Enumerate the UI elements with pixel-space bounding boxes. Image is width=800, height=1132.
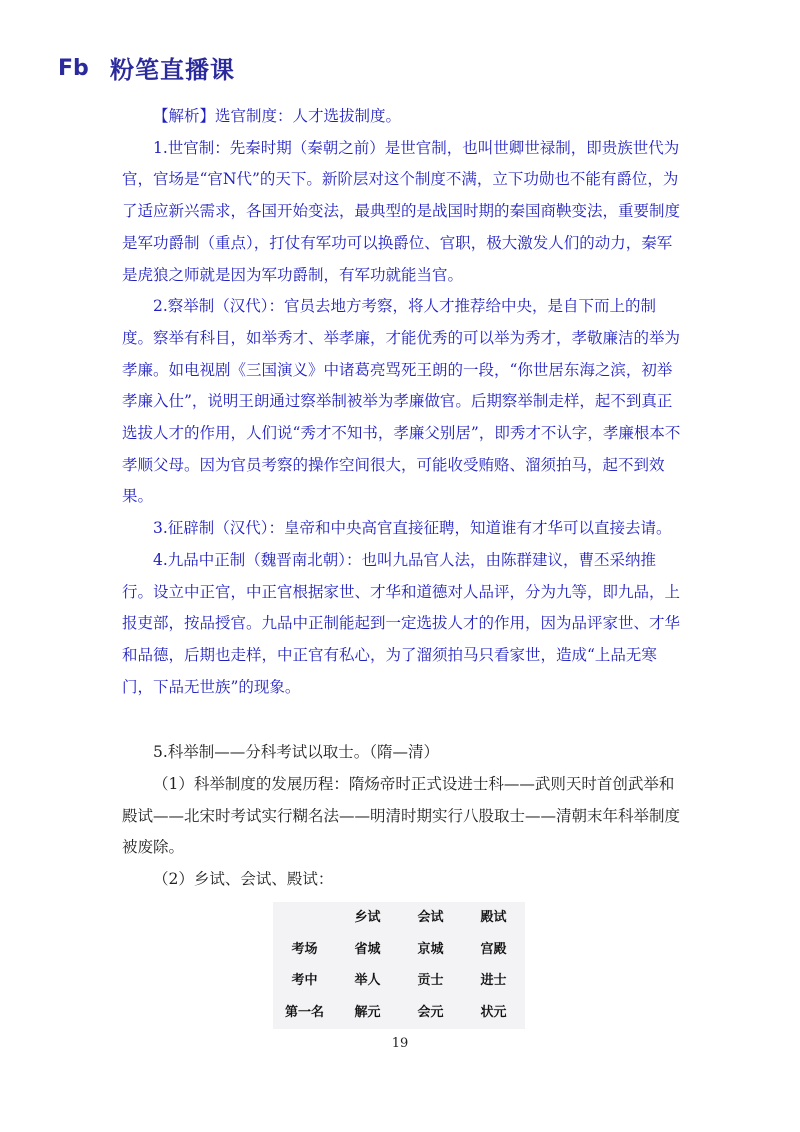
table-cell: 进士 — [480, 973, 507, 989]
brand-name: 粉笔直播课 — [110, 55, 235, 84]
keju-title: 5.科举制——分科考试以取士。（隋—清） — [153, 743, 440, 762]
document-body — [122, 101, 682, 1029]
section-gap — [122, 703, 682, 737]
table-cell: 宫殿 — [480, 941, 507, 957]
fenbi-logo-icon — [58, 55, 102, 79]
table-cell: 省城 — [354, 941, 381, 957]
table-cell: 考场 — [291, 941, 318, 957]
header — [58, 50, 235, 84]
table-row — [273, 997, 525, 1029]
table-cell: 第一名 — [284, 1004, 324, 1020]
table-cell: 会元 — [417, 1004, 444, 1020]
page-number: 19 — [391, 1036, 409, 1051]
analysis-paragraph-2: 2.察举制（汉代）：官员去地方考察，将人才推荐给中央，是自下而上的制度。察举有科目，如举秀才、举孝廉，才能优秀的可以举为秀才，孝敬廉洁的举为孝廉。如电视剧《三国演义》中诸葛亮骂死王朗的一段，“你世居东海之滨，初举孝廉入仕”，说明王朗通过察举制被举为孝廉做官。后期察举制走样，起不到真正选拔人才的作用，人们说“秀才不知书，孝廉父别居”，即秀才不认字，孝廉根本不孝顺父母。因为官员考察的操作空间很大，可能收受贿赂、溜须拍马，起不到效果。 — [122, 297, 681, 506]
table-header-cell: 殿试 — [480, 909, 507, 925]
table-cell: 考中 — [291, 973, 318, 989]
logo-letters: Fb — [58, 56, 89, 79]
table-cell: 状元 — [480, 1004, 507, 1020]
exam-table — [273, 902, 525, 1029]
exam-table-wrapper — [273, 902, 682, 1029]
table-row — [273, 934, 525, 966]
table-cell: 解元 — [354, 1004, 381, 1020]
analysis-paragraph-3: 3.征辟制（汉代）：皇帝和中央高官直接征聘，知道谁有才华可以直接去请。 — [153, 519, 672, 538]
table-cell: 京城 — [417, 941, 444, 957]
table-row — [273, 965, 525, 997]
table-header-cell — [273, 902, 336, 934]
analysis-intro: 【解析】选官制度：人才选拔制度。 — [153, 107, 402, 125]
table-cell: 举人 — [354, 973, 381, 989]
table-cell: 贡士 — [417, 973, 444, 989]
keju-paragraph-1: （1）科举制度的发展历程：隋炀帝时正式设进士科——武则天时首创武举和殿试——北宋时考试实行糊名法——明清时期实行八股取士——清朝末年科举制度被废除。 — [122, 775, 681, 857]
keju-paragraph-2: （2）乡试、会试、殿试： — [153, 870, 334, 889]
analysis-paragraph-4: 4.九品中正制（魏晋南北朝）：也叫九品官人法，由陈群建议，曹丕采纳推行。设立中正官，中正官根据家世、才华和道德对人品评，分为九等，即九品，上报吏部，按品授官。九品中正制能起到一定选拔人才的作用，因为品评家世、才华和品德，后期也走样，中正官有私心，为了溜须拍马只看家世，造成“上品无寒门，下品无世族”的现象。 — [122, 550, 681, 696]
table-header-cell: 乡试 — [354, 909, 381, 925]
table-header-row — [273, 902, 525, 934]
analysis-paragraph-1: 1.世官制：先秦时期（秦朝之前）是世官制，也叫世卿世禄制，即贵族世代为官，官场是“官N代”的天下。新阶层对这个制度不满，立下功勋也不能有爵位，为了适应新兴需求，各国开始变法，最典型的是战国时期的秦国商鞅变法，重要制度是军功爵制（重点），打仗有军功可以换爵位、官职，极大激发人们的动力，秦军是虎狼之师就是因为军功爵制，有军功就能当官。 — [122, 138, 681, 284]
table-header-cell: 会试 — [417, 909, 444, 925]
